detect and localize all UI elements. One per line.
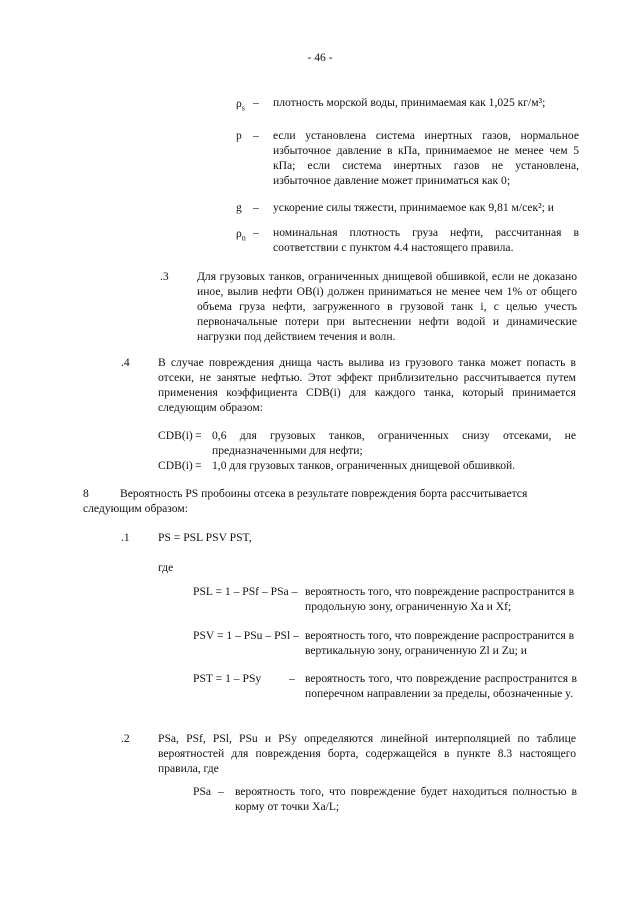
definition-symbol: $\rho_n$: [236, 227, 246, 243]
where-label: где: [158, 561, 174, 574]
section-number: 8: [83, 487, 89, 500]
formula-psl-text: вероятность того, что повреждение распространится в продольную зону, ограниченную Xa и Xf;: [305, 585, 575, 613]
coefficient-equals: =: [195, 459, 202, 472]
definition-text: если установлена система инертных газов, нормальное избыточное давление в кПа, принимаемое не менее чем 5 кПа; если система инертных газов не установлена, избыточное давление может приниматься как 0;: [273, 129, 579, 187]
formula-pst-dash: –: [289, 672, 295, 685]
coefficient-text: 0,6 для грузовых танков, ограниченных снизу отсеками, не предназначенными для нефти;: [212, 429, 576, 457]
formula-psv-text: вероятность того, что повреждение распространится в вертикальную зону, ограниченную Zl и Zu; и: [305, 629, 575, 657]
formula-pst: PST = 1 – PSy: [193, 672, 262, 685]
page-number: - 46 -: [307, 51, 333, 64]
section-text: Вероятность PS пробоины отсека в результате повреждения борта рассчитывается следующим образом:: [83, 487, 528, 515]
paragraph-number: .3: [160, 270, 169, 283]
definition-text: номинальная плотность груза нефти, рассчитанная в соответствии с пунктом 4.4 настоящего правила.: [273, 226, 579, 254]
paragraph-number: .4: [121, 356, 130, 369]
paragraph-text: PSa, PSf, PSl, PSu и PSy определяются линейной интерполяцией по таблице вероятностей для повреждения борта, содержащейся в пункте 8.3 настоящего правила, где: [158, 732, 576, 775]
formula-ps: PS = PSL PSV PST,: [158, 531, 252, 544]
definition-dash: –: [218, 785, 224, 798]
formula-pst-text: вероятность того, что повреждение распространится в поперечном направлении за пределы, обозначенные y.: [305, 672, 577, 700]
definition-symbol: p: [236, 129, 242, 142]
definition-dash: –: [253, 129, 259, 142]
coefficient-text: 1,0 для грузовых танков, ограниченных днищевой обшивкой.: [212, 459, 516, 472]
formula-psv: PSV = 1 – PSu – PSl –: [193, 629, 299, 642]
definition-text: ускорение силы тяжести, принимаемое как 9,81 м/сек²; и: [273, 201, 554, 214]
definition-symbol: PSa: [193, 785, 212, 798]
coefficient-symbol: CDB(i): [158, 429, 193, 442]
coefficient-equals: =: [195, 429, 202, 442]
paragraph-text: Для грузовых танков, ограниченных днищевой обшивкой, если не доказано иное, вылив нефти OB(i) должен приниматься не менее чем 1% от общего объема груза нефти, загруженного в грузовой танк i, с целью учесть первоначальные потери при вытеснении нефти водой и динамические нагрузки под действием течения и волн.: [197, 270, 577, 343]
paragraph-number: .1: [121, 531, 130, 544]
definition-text: плотность морской воды, принимаемая как 1,025 кг/м³;: [273, 96, 546, 109]
definition-dash: –: [253, 226, 259, 239]
formula-psl: PSL = 1 – PSf – PSa –: [193, 585, 298, 598]
definition-symbol: g: [236, 201, 242, 214]
paragraph-number: .2: [121, 732, 130, 745]
paragraph-text: В случае повреждения днища часть вылива из грузового танка может попасть в отсеки, не занятые нефтью. Этот эффект приблизительно рассчитывается путем применения коэффициента CDB(i) для каждого танка, который принимается следующим образом:: [158, 356, 576, 414]
definition-dash: –: [253, 201, 259, 214]
definition-symbol: $\rho_s$: [236, 97, 245, 113]
definition-text: вероятность того, что повреждение будет находиться полностью в корму от точки Xa/L;: [235, 785, 577, 813]
coefficient-symbol: CDB(i): [158, 459, 193, 472]
definition-dash: –: [253, 96, 259, 109]
